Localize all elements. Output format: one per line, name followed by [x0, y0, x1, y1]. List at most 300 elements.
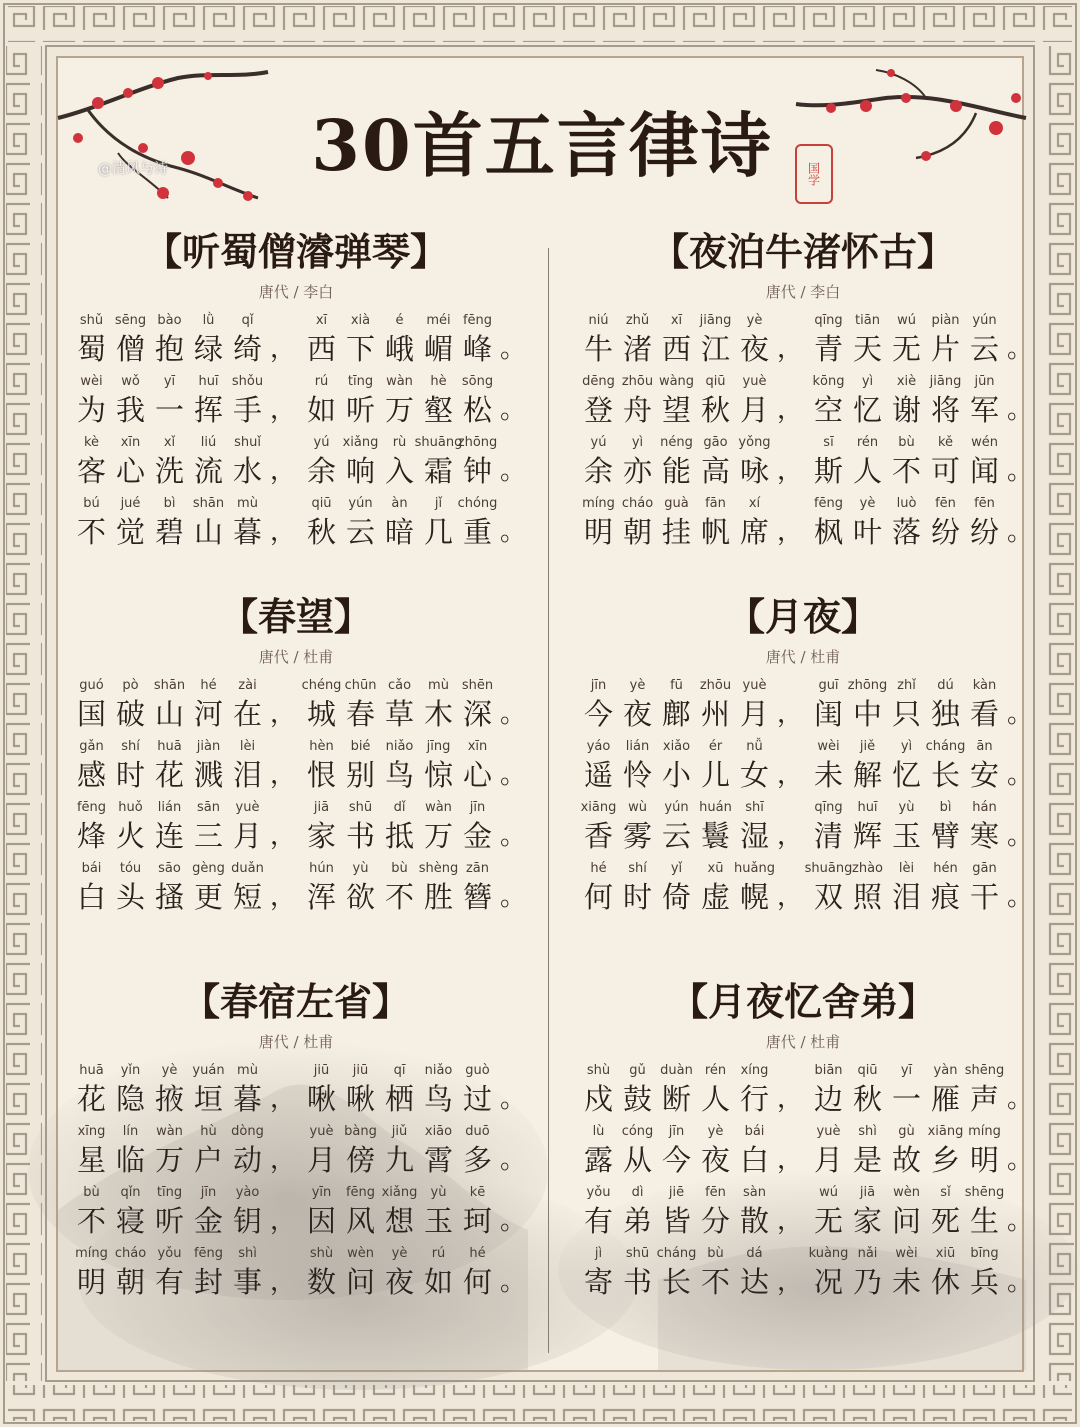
punctuation: ，: [269, 517, 296, 547]
hanzi: 我: [115, 393, 145, 427]
pinyin: wèi: [895, 1246, 918, 1261]
punctuation: ，: [269, 1145, 296, 1175]
pinyin: shì: [238, 1246, 257, 1261]
pinyin: yǒng: [738, 435, 771, 450]
hanzi: 泪: [891, 880, 921, 914]
char-cell: [150, 1184, 189, 1245]
pinyin: bīng: [970, 1246, 999, 1261]
pinyin: yù: [352, 861, 369, 876]
pinyin: wǒ: [121, 374, 140, 389]
hanzi: 碧: [154, 515, 184, 549]
hanzi: 香: [583, 819, 613, 853]
pinyin: guà: [664, 496, 689, 511]
pinyin: fēng: [345, 1185, 376, 1200]
hanzi: 乡: [930, 1143, 960, 1177]
pinyin: rén: [856, 435, 879, 450]
pinyin: qīng: [814, 313, 843, 328]
pinyin: shū: [625, 1246, 650, 1261]
char-cell: [887, 738, 926, 799]
hanzi: 纷: [930, 515, 960, 549]
pinyin: shí: [628, 861, 647, 876]
hanzi: 洗: [154, 454, 184, 488]
pinyin: huǒ: [118, 800, 143, 815]
char-cell: [380, 1062, 419, 1123]
hanzi: 霜: [423, 454, 453, 488]
char-cell: [735, 1062, 774, 1123]
hanzi: 蜀: [76, 332, 106, 366]
hanzi: 无: [891, 332, 921, 366]
poem-line: [579, 860, 1033, 921]
pinyin: huán: [699, 800, 732, 815]
char-cell: [887, 434, 926, 495]
char-cell: [419, 1123, 458, 1184]
pinyin: shuāng: [414, 435, 463, 450]
pinyin: shān: [192, 496, 225, 511]
char-cell: [735, 373, 774, 434]
hanzi: 想: [384, 1204, 414, 1238]
pinyin: fēng: [462, 313, 493, 328]
char-cell: [458, 1245, 497, 1306]
pinyin: shēng: [964, 1063, 1005, 1078]
char-cell: [618, 738, 657, 799]
char-cell: [579, 495, 618, 556]
pinyin: tīng: [347, 374, 374, 389]
hanzi: 亦: [622, 454, 652, 488]
char-cell: [926, 312, 965, 373]
char-cell: [579, 1062, 618, 1123]
char-cell: [965, 373, 1004, 434]
char-cell: [419, 799, 458, 860]
pinyin: shì: [858, 1124, 877, 1139]
pinyin: xǐ: [163, 435, 176, 450]
hanzi: 客: [76, 454, 106, 488]
hanzi: 春: [345, 697, 375, 731]
hanzi: 夜: [384, 1265, 414, 1299]
char-cell: [150, 860, 189, 921]
hanzi: 云: [969, 332, 999, 366]
poem-title: 【春宿左省】: [181, 979, 410, 1024]
char-cell: [926, 373, 965, 434]
char-cell: [848, 312, 887, 373]
char-cell: [848, 1123, 887, 1184]
pinyin: zhōu: [621, 374, 654, 389]
poem-author: 唐代 / 杜甫: [765, 648, 841, 666]
char-cell: [887, 799, 926, 860]
punctuation: ，: [776, 1206, 803, 1236]
char-cell: [657, 312, 696, 373]
char-cell: [579, 1245, 618, 1306]
pinyin: chóng: [457, 496, 498, 511]
hanzi: 弟: [622, 1204, 652, 1238]
pinyin: kè: [83, 435, 100, 450]
char-cell: [696, 1245, 735, 1306]
hanzi: 一: [154, 393, 184, 427]
hanzi: 白: [739, 1143, 769, 1177]
hanzi: 生: [969, 1204, 999, 1238]
char-cell: [809, 495, 848, 556]
char-cell: [804, 860, 853, 921]
poem-line: [579, 434, 1033, 495]
poem-author: 唐代 / 杜甫: [258, 648, 334, 666]
pinyin: xiāo: [424, 1124, 453, 1139]
char-cell: [111, 1062, 150, 1123]
hanzi: 动: [232, 1143, 262, 1177]
hanzi: 时: [622, 880, 652, 914]
poem-author: 唐代 / 李白: [258, 283, 334, 301]
poem-line: [72, 1184, 526, 1245]
hanzi: 家: [306, 819, 336, 853]
pinyin: yuè: [235, 800, 260, 815]
punctuation: ，: [776, 821, 803, 851]
char-cell: [111, 1184, 150, 1245]
char-cell: [228, 738, 267, 799]
pinyin: yì: [631, 435, 644, 450]
char-cell: [189, 373, 228, 434]
pinyin: shū: [348, 800, 373, 815]
pinyin: rén: [704, 1063, 727, 1078]
pinyin: yè: [707, 1124, 724, 1139]
hanzi: 虚: [700, 880, 730, 914]
char-cell: [965, 860, 1004, 921]
hanzi: 青: [813, 332, 843, 366]
pinyin: xiū: [935, 1246, 956, 1261]
poem-block: [579, 228, 1033, 556]
hanzi: 金: [462, 819, 492, 853]
pinyin: guī: [818, 678, 839, 693]
punctuation: 。: [499, 1267, 526, 1297]
hanzi: 可: [930, 454, 960, 488]
char-cell: [926, 860, 965, 921]
hanzi: 秋: [852, 1082, 882, 1116]
hanzi: 搔: [154, 880, 184, 914]
pinyin: wú: [897, 313, 916, 328]
char-cell: [579, 1184, 618, 1245]
char-cell: [72, 677, 111, 738]
hanzi: 心: [115, 454, 145, 488]
pinyin: wén: [971, 435, 998, 450]
pinyin: xī: [670, 313, 683, 328]
char-cell: [579, 860, 618, 921]
hanzi: 惊: [423, 758, 453, 792]
hanzi: 珂: [462, 1204, 492, 1238]
pinyin: yǐ: [670, 861, 683, 876]
char-cell: [458, 677, 497, 738]
char-cell: [579, 799, 618, 860]
hanzi: 火: [115, 819, 145, 853]
hanzi: 何: [583, 880, 613, 914]
pinyin: bié: [350, 739, 371, 754]
hanzi: 啾: [306, 1082, 336, 1116]
pinyin: tīng: [156, 1185, 183, 1200]
hanzi: 响: [345, 454, 375, 488]
punctuation: ，: [776, 395, 803, 425]
hanzi: 安: [969, 758, 999, 792]
char-cell: [458, 738, 497, 799]
pinyin: xī: [315, 313, 328, 328]
punctuation: ，: [269, 1084, 296, 1114]
pinyin: xiǎng: [381, 1185, 418, 1200]
poem-line: [72, 373, 526, 434]
char-cell: [419, 1062, 458, 1123]
pinyin: yàn: [933, 1063, 958, 1078]
char-cell: [965, 1062, 1004, 1123]
hanzi: 登: [583, 393, 613, 427]
hanzi: 小: [661, 758, 691, 792]
char-cell: [696, 1062, 735, 1123]
char-cell: [341, 1123, 380, 1184]
hanzi: 闺: [813, 697, 843, 731]
pinyin: cháo: [621, 496, 654, 511]
char-cell: [111, 373, 150, 434]
pinyin: míng: [582, 496, 615, 511]
hanzi: 破: [115, 697, 145, 731]
pinyin: jīn: [590, 678, 607, 693]
char-cell: [809, 1062, 848, 1123]
pinyin: shǒu: [231, 374, 264, 389]
pinyin: tóu: [119, 861, 142, 876]
hanzi: 何: [462, 1265, 492, 1299]
pinyin: jīng: [426, 739, 451, 754]
poem-title: 【听蜀僧濬弹琴】: [143, 229, 448, 274]
char-cell: [458, 1184, 497, 1245]
hanzi: 不: [384, 880, 414, 914]
hanzi: 舟: [622, 393, 652, 427]
hanzi: 花: [76, 1082, 106, 1116]
hanzi: 未: [813, 758, 843, 792]
poem-line: [72, 677, 526, 738]
char-cell: [189, 860, 228, 921]
pinyin: jīn: [200, 1185, 217, 1200]
pinyin: gù: [898, 1124, 915, 1139]
pinyin: huī: [857, 800, 878, 815]
hanzi: 临: [115, 1143, 145, 1177]
pinyin: xiāng: [580, 800, 617, 815]
hanzi: 绮: [232, 332, 262, 366]
pinyin: biān: [814, 1063, 843, 1078]
pinyin: guó: [79, 678, 104, 693]
hanzi: 戍: [583, 1082, 613, 1116]
char-cell: [341, 1062, 380, 1123]
punctuation: ，: [776, 334, 803, 364]
pinyin: dá: [746, 1246, 763, 1261]
pinyin: lǜ: [202, 313, 215, 328]
char-cell: [848, 373, 887, 434]
char-cell: [302, 434, 341, 495]
char-cell: [926, 495, 965, 556]
hanzi: 过: [462, 1082, 492, 1116]
pinyin: yáo: [586, 739, 611, 754]
hanzi: 胜: [423, 880, 453, 914]
hanzi: 恨: [306, 758, 336, 792]
poem-line: [579, 312, 1033, 373]
hanzi: 觉: [115, 515, 145, 549]
hanzi: 雁: [930, 1082, 960, 1116]
hanzi: 松: [462, 393, 492, 427]
punctuation: ，: [776, 1145, 803, 1175]
hanzi: 解: [852, 758, 882, 792]
char-cell: [302, 312, 341, 373]
char-cell: [189, 495, 228, 556]
char-cell: [965, 1123, 1004, 1184]
pinyin: qīng: [814, 800, 843, 815]
char-cell: [458, 799, 497, 860]
pinyin: duàn: [660, 1063, 693, 1078]
hanzi: 鸟: [384, 758, 414, 792]
hanzi: 河: [193, 697, 223, 731]
pinyin: shèng: [418, 861, 459, 876]
hanzi: 斯: [813, 454, 843, 488]
hanzi: 溅: [193, 758, 223, 792]
char-cell: [657, 434, 696, 495]
char-cell: [228, 312, 267, 373]
pinyin: shēng: [964, 1185, 1005, 1200]
pinyin: wàng: [658, 374, 695, 389]
char-cell: [228, 434, 267, 495]
char-cell: [809, 1245, 848, 1306]
punctuation: ，: [776, 1084, 803, 1114]
hanzi: 是: [852, 1143, 882, 1177]
poem-line: [579, 373, 1033, 434]
char-cell: [657, 373, 696, 434]
poem-line: [72, 434, 526, 495]
hanzi: 帆: [700, 515, 730, 549]
char-cell: [926, 738, 965, 799]
char-cell: [341, 860, 380, 921]
hanzi: 席: [739, 515, 769, 549]
char-cell: [618, 1245, 657, 1306]
hanzi: 城: [306, 697, 336, 731]
pinyin: nǚ: [746, 739, 763, 754]
char-cell: [380, 738, 419, 799]
char-cell: [848, 860, 887, 921]
char-cell: [458, 1123, 497, 1184]
char-cell: [228, 1184, 267, 1245]
punctuation: ，: [776, 1267, 803, 1297]
char-cell: [657, 1123, 696, 1184]
char-cell: [380, 312, 419, 373]
hanzi: 夜: [739, 332, 769, 366]
hanzi: 人: [852, 454, 882, 488]
hanzi: 露: [583, 1143, 613, 1177]
hanzi: 寒: [969, 819, 999, 853]
poem-title: 【月夜忆舍弟】: [669, 979, 936, 1024]
punctuation: 。: [1006, 334, 1033, 364]
pinyin: cóng: [621, 1124, 654, 1139]
hanzi: 户: [193, 1143, 223, 1177]
char-cell: [696, 1184, 735, 1245]
char-cell: [150, 738, 189, 799]
poem-block: [72, 978, 526, 1306]
char-cell: [111, 495, 150, 556]
hanzi: 僧: [115, 332, 145, 366]
char-cell: [341, 1245, 380, 1306]
poem-author: 唐代 / 李白: [765, 283, 841, 301]
char-cell: [887, 860, 926, 921]
poem-block: [72, 593, 526, 921]
char-cell: [341, 677, 380, 738]
pinyin: gāo: [703, 435, 728, 450]
pinyin: wàn: [386, 374, 413, 389]
punctuation: 。: [499, 517, 526, 547]
pinyin: é: [395, 313, 404, 328]
char-cell: [809, 1184, 848, 1245]
pinyin: zhào: [852, 861, 883, 876]
char-cell: [72, 312, 111, 373]
char-cell: [809, 1123, 848, 1184]
pinyin: sāo: [158, 861, 181, 876]
char-cell: [150, 1062, 189, 1123]
punctuation: 。: [499, 1145, 526, 1175]
pinyin: shēn: [461, 678, 494, 693]
hanzi: 栖: [384, 1082, 414, 1116]
char-cell: [735, 1123, 774, 1184]
hanzi: 短: [232, 880, 262, 914]
char-cell: [926, 1184, 965, 1245]
hanzi: 未: [891, 1265, 921, 1299]
char-cell: [419, 373, 458, 434]
pinyin: fēng: [193, 1246, 224, 1261]
char-cell: [618, 1123, 657, 1184]
char-cell: [111, 1245, 150, 1306]
char-cell: [189, 1062, 228, 1123]
pinyin: bái: [744, 1124, 765, 1139]
hanzi: 暗: [384, 515, 414, 549]
char-cell: [419, 1245, 458, 1306]
hanzi: 不: [700, 1265, 730, 1299]
hanzi: 声: [969, 1082, 999, 1116]
pinyin: yù: [430, 1185, 447, 1200]
char-cell: [926, 434, 965, 495]
hanzi: 泪: [232, 758, 262, 792]
char-cell: [809, 738, 848, 799]
char-cell: [926, 1123, 965, 1184]
hanzi: 国: [76, 697, 106, 731]
hanzi: 浑: [306, 880, 336, 914]
char-cell: [809, 677, 848, 738]
char-cell: [189, 312, 228, 373]
poem-line: [72, 799, 526, 860]
char-cell: [696, 495, 735, 556]
pinyin: niǎo: [385, 739, 414, 754]
pinyin: yuè: [742, 374, 767, 389]
hanzi: 片: [930, 332, 960, 366]
pinyin: rú: [314, 374, 329, 389]
pinyin: huā: [157, 739, 182, 754]
char-cell: [72, 373, 111, 434]
pinyin: luò: [896, 496, 917, 511]
pinyin: xū: [707, 861, 724, 876]
pinyin: fēn: [935, 496, 956, 511]
char-cell: [302, 1184, 341, 1245]
pinyin: shǔ: [79, 313, 104, 328]
char-cell: [150, 495, 189, 556]
char-cell: [809, 799, 848, 860]
pinyin: zhōng: [847, 678, 888, 693]
hanzi: 西: [306, 332, 336, 366]
hanzi: 江: [700, 332, 730, 366]
punctuation: 。: [1006, 699, 1033, 729]
pinyin: qǐn: [120, 1185, 141, 1200]
hanzi: 月: [739, 697, 769, 731]
pinyin: míng: [75, 1246, 108, 1261]
pinyin: yī: [900, 1063, 913, 1078]
pinyin: bàng: [344, 1124, 377, 1139]
char-cell: [848, 434, 887, 495]
pinyin: gān: [972, 861, 997, 876]
pinyin: wù: [628, 800, 647, 815]
hanzi: 问: [345, 1265, 375, 1299]
hanzi: 分: [700, 1204, 730, 1238]
